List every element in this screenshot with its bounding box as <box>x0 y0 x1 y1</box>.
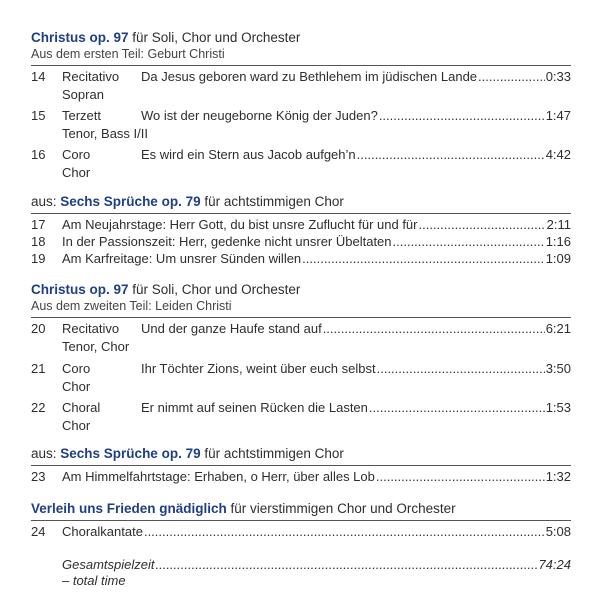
track-row <box>31 251 571 267</box>
track-title: Und der ganze Haufe stand auf <box>141 321 322 336</box>
track-duration: 3:50 <box>545 361 571 376</box>
track-title: Er nimmt auf seinen Rücken die Lasten <box>141 400 368 415</box>
track-title: Da Jesus geboren ward zu Bethlehem im jüdischen Lande <box>141 69 478 84</box>
track-form: Terzett <box>62 108 102 123</box>
track-row <box>31 234 571 250</box>
leader-dots <box>376 469 545 485</box>
track-duration: 1:16 <box>545 234 571 249</box>
track-row <box>31 400 571 433</box>
track-title: Am Karfreitage: Um unsrer Sünden willen <box>62 251 302 266</box>
total-time-value: 74:24 <box>538 557 571 572</box>
leader-dots <box>379 108 545 124</box>
track-number: 14 <box>31 69 46 84</box>
track-duration: 1:09 <box>545 251 571 266</box>
leader-dots <box>357 147 545 163</box>
work-title: Christus op. 97 <box>31 282 129 297</box>
leader-dots <box>144 524 545 540</box>
leader-dots <box>155 557 537 573</box>
track-title: Wo ist der neugeborne König der Juden? <box>141 108 378 123</box>
track-duration: 6:21 <box>545 321 571 336</box>
track-number: 20 <box>31 321 46 336</box>
track-voice: Chor <box>62 418 91 433</box>
track-duration: 4:42 <box>545 147 571 162</box>
track-number: 16 <box>31 147 46 162</box>
leader-dots <box>419 217 546 233</box>
leader-dots <box>323 321 545 337</box>
track-row <box>31 321 571 354</box>
section-heading <box>31 30 300 46</box>
track-row <box>31 108 571 141</box>
section-heading <box>31 501 456 517</box>
work-title: Christus op. 97 <box>31 30 129 45</box>
track-form: Choral <box>62 400 101 415</box>
track-number: 15 <box>31 108 46 123</box>
work-title: Sechs Sprüche op. 79 <box>60 446 201 461</box>
work-scoring: für Soli, Chor und Orchester <box>128 282 301 297</box>
track-voice: Chor <box>62 379 91 394</box>
leader-dots <box>377 361 545 377</box>
track-row <box>31 217 571 233</box>
track-voice: Sopran <box>62 87 104 102</box>
section-divider <box>31 213 571 214</box>
track-number: 21 <box>31 361 46 376</box>
section-subtitle: Aus dem ersten Teil: Geburt Christi <box>31 47 225 61</box>
section-divider <box>31 520 571 521</box>
track-number: 22 <box>31 400 46 415</box>
track-title: Am Neujahrstage: Herr Gott, du bist unsre Zuflucht für und für <box>62 217 418 232</box>
section-divider <box>31 465 571 466</box>
track-form: Recitativo <box>62 321 120 336</box>
track-title: Am Himmelfahrtstage: Erhaben, o Herr, über alles Lob <box>62 469 375 484</box>
track-row <box>31 361 571 394</box>
leader-dots <box>478 69 545 85</box>
track-voice: Chor <box>62 165 91 180</box>
track-duration: 2:11 <box>546 217 571 232</box>
track-duration: 0:33 <box>545 69 571 84</box>
section-heading <box>31 282 300 298</box>
leader-dots <box>302 251 545 267</box>
track-form: Coro <box>62 361 91 376</box>
track-voice: Tenor, Chor <box>62 339 130 354</box>
track-form: Coro <box>62 147 91 162</box>
total-time-label: Gesamtspielzeit – total time <box>62 557 155 588</box>
work-scoring: für Soli, Chor und Orchester <box>128 30 301 45</box>
total-time-row <box>62 557 571 589</box>
leader-dots <box>369 400 545 416</box>
track-title: Es wird ein Stern aus Jacob aufgeh’n <box>141 147 356 162</box>
track-number: 24 <box>31 524 46 539</box>
track-voice: Tenor, Bass I/II <box>62 126 148 141</box>
work-prefix: aus: <box>31 446 61 461</box>
section-heading <box>31 446 344 462</box>
track-row <box>31 147 571 180</box>
track-form: Recitativo <box>62 69 120 84</box>
work-scoring: für achtstimmigen Chor <box>200 194 344 209</box>
track-row <box>31 69 571 102</box>
work-title: Sechs Sprüche op. 79 <box>60 194 201 209</box>
track-number: 17 <box>31 217 46 232</box>
work-prefix: aus: <box>31 194 61 209</box>
section-divider <box>31 317 571 318</box>
track-number: 23 <box>31 469 46 484</box>
track-title: Choralkantate <box>62 524 143 539</box>
section-heading <box>31 194 344 210</box>
work-title: Verleih uns Frieden gnädiglich <box>31 501 227 516</box>
track-title: In der Passionszeit: Herr, gedenke nicht unsrer Übeltaten <box>62 234 392 249</box>
track-row <box>31 469 571 485</box>
track-row <box>31 524 571 540</box>
track-duration: 1:47 <box>545 108 571 123</box>
work-scoring: für achtstimmigen Chor <box>200 446 344 461</box>
section-divider <box>31 65 571 66</box>
leader-dots <box>393 234 545 250</box>
track-duration: 1:32 <box>545 469 571 484</box>
track-number: 18 <box>31 234 46 249</box>
track-title: Ihr Töchter Zions, weint über euch selbst <box>141 361 376 376</box>
track-duration: 5:08 <box>545 524 571 539</box>
track-duration: 1:53 <box>545 400 571 415</box>
section-subtitle: Aus dem zweiten Teil: Leiden Christi <box>31 299 232 313</box>
work-scoring: für vierstimmigen Chor und Orchester <box>226 501 456 516</box>
track-number: 19 <box>31 251 46 266</box>
